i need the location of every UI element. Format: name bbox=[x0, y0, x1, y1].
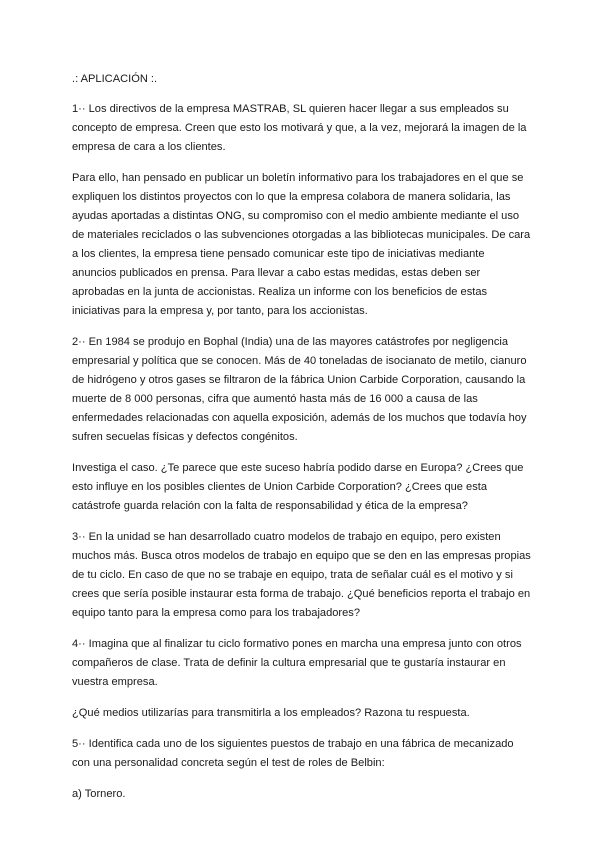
exercise-2-statement: 2·· En 1984 se produjo en Bophal (India) una de las mayores catástrofes por negligencia empresarial y política que se conocen. Más de 40 toneladas de isocianato de metilo, cianuro de hidrógeno y otros gases se filtraron de la fábrica Union Carbide Corporation, causando la muerte de 8 000 personas, cifra que aumentó hasta más de 16 000 a causa de las enfermedades relacionadas con aquella exposición, además de los muchos que todavía hoy sufren secuelas físicas y defectos congénitos. bbox=[72, 336, 527, 443]
exercise-1-details: Para ello, han pensado en publicar un boletín informativo para los trabajadores en el que se expliquen los distintos proyectos con lo que la empresa colabora de manera solidaria, las ayudas aportadas a distintas ONG, su compromiso con el medio ambiente mediante el uso de materiales reciclados o las subvenciones otorgadas a las bibliotecas municipales. De cara a los clientes, la empresa tiene pensado comunicar este tipo de iniciativas mediante anuncios publicados en prensa. Para llevar a cabo estas medidas, estas deben ser aprobadas en la junta de accionistas. Realiza un informe con los beneficios de estas iniciativas para la empresa y, por tanto, para los accionistas. bbox=[72, 172, 531, 317]
exercise-3-statement: 3·· En la unidad se han desarrollado cuatro modelos de trabajo en equipo, pero existen muchos más. Busca otros modelos de trabajo en equipo que se den en las empresas propias de tu ciclo. En caso de que no se trabaje en equipo, trata de señalar cuál es el motivo y si crees que sería posible instaurar esta forma de trabajo. ¿Qué beneficios reporta el trabajo en equipo tanto para la empresa como para los trabajadores? bbox=[72, 531, 531, 619]
exercise-5-item-a: a) Tornero. bbox=[72, 788, 126, 800]
exercise-4-question: ¿Qué medios utilizarías para transmitirla a los empleados? Razona tu respuesta. bbox=[72, 707, 470, 719]
section-heading: .: APLICACIÓN :. bbox=[72, 73, 158, 85]
exercise-1-statement: 1·· Los directivos de la empresa MASTRAB, SL quieren hacer llegar a sus empleados su concepto de empresa. Creen que esto los motivará y que, a la vez, mejorará la imagen de la empresa de cara a los clientes. bbox=[72, 103, 527, 153]
exercise-4-statement: 4·· Imagina que al finalizar tu ciclo formativo pones en marcha una empresa junto con otros compañeros de clase. Trata de definir la cultura empresarial que te gustaría instaurar en vuestra empresa. bbox=[72, 638, 522, 688]
exercise-2-questions: Investiga el caso. ¿Te parece que este suceso habría podido darse en Europa? ¿Crees que esto influye en los posibles clientes de Union Carbide Corporation? ¿Crees que esta catástrofe guarda relación con la falta de responsabilidad y ética de la empresa? bbox=[72, 462, 524, 512]
exercise-5-statement: 5·· Identifica cada uno de los siguientes puestos de trabajo en una fábrica de mecanizado con una personalidad concreta según el test de roles de Belbin: bbox=[72, 738, 514, 769]
document-page bbox=[72, 70, 532, 816]
